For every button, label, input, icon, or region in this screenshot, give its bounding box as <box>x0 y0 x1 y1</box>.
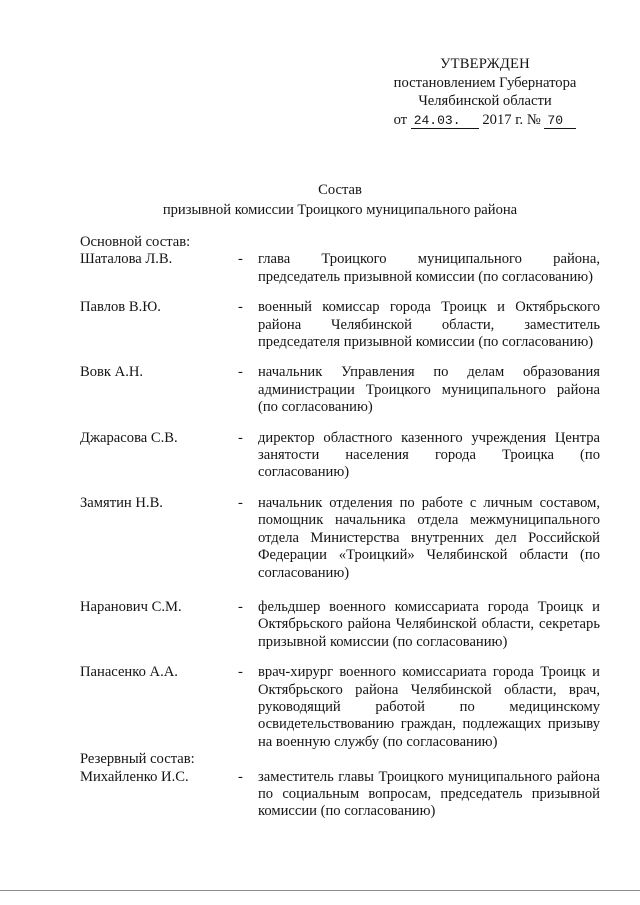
member-dash: - <box>238 664 243 681</box>
member-role: начальник отделения по работе с личным составом, помощник начальника отдела межмуниципального отдела Министерства внутренних дел Российской Федерации «Троицкий» Челябинской области (по согласованию) <box>258 494 600 581</box>
member-name: Вовк А.Н. <box>80 364 144 381</box>
approval-line-2: Челябинской области <box>418 93 552 109</box>
member-dash: - <box>238 768 243 785</box>
approval-date-prefix: от <box>393 111 408 128</box>
member-name: Наранович С.М. <box>80 598 182 615</box>
approval-date-line <box>390 111 580 130</box>
member-name: Замятин Н.В. <box>80 494 163 511</box>
approval-title: УТВЕРЖДЕН <box>440 56 530 72</box>
member-dash: - <box>238 299 243 316</box>
member-role: начальник Управления по делам образования администрации Троицкого муниципального района (по согласованию) <box>258 364 600 416</box>
approval-line-1: постановлением Губернатора <box>393 74 577 91</box>
member-role: военный комиссар города Троицк и Октябрьского района Челябинской области, заместитель председателя призывной комиссии (по согласованию) <box>258 299 600 351</box>
member-name: Джарасова С.В. <box>80 429 178 446</box>
member-row <box>80 364 600 416</box>
commission-list <box>80 234 600 821</box>
member-name: Михайленко И.С. <box>80 768 189 785</box>
member-name: Шаталова Л.В. <box>80 251 173 268</box>
member-dash: - <box>238 494 243 511</box>
heading-subtitle: призывной комиссии Троицкого муниципального района <box>162 202 518 218</box>
member-dash: - <box>238 429 243 446</box>
approval-date-value: 24.03. <box>411 114 479 129</box>
reserve-section-label: Резервный состав: <box>80 751 195 768</box>
member-role: врач-хирург военного комиссариата города Троицк и Октябрьского района Челябинской области, врач, руководящий работой по медицинскому освидетельствованию граждан, подлежащих призыву на военную службу (по согласованию) <box>258 664 600 750</box>
member-role: глава Троицкого муниципального района, председатель призывной комиссии (по согласованию) <box>258 251 600 285</box>
document-heading <box>80 180 600 220</box>
member-row <box>80 430 600 482</box>
approval-stamp <box>390 55 580 129</box>
page-bottom-rule <box>0 890 640 891</box>
heading-title: Состав <box>318 182 362 198</box>
member-role: директор областного казенного учреждения Центра занятости населения города Троицка (по согласованию) <box>258 429 600 481</box>
approval-number-value: 70 <box>544 114 576 129</box>
member-role: фельдшер военного комиссариата города Троицк и Октябрьского района Челябинской области, секретарь призывной комиссии (по согласованию) <box>258 598 600 650</box>
main-section-label: Основной состав: <box>80 234 191 250</box>
member-role: заместитель главы Троицкого муниципального района по социальным вопросам, председатель призывной комиссии (по согласованию) <box>258 768 600 820</box>
member-name: Павлов В.Ю. <box>80 299 161 316</box>
member-dash: - <box>238 364 243 381</box>
member-dash: - <box>238 251 243 268</box>
member-row <box>80 251 600 286</box>
member-row <box>80 664 600 751</box>
approval-year-text: 2017 г. № <box>482 111 541 128</box>
member-row <box>80 769 600 821</box>
member-row <box>80 599 600 651</box>
member-row <box>80 299 600 351</box>
member-row <box>80 495 600 582</box>
member-name: Панасенко А.А. <box>80 664 178 681</box>
member-dash: - <box>238 598 243 615</box>
